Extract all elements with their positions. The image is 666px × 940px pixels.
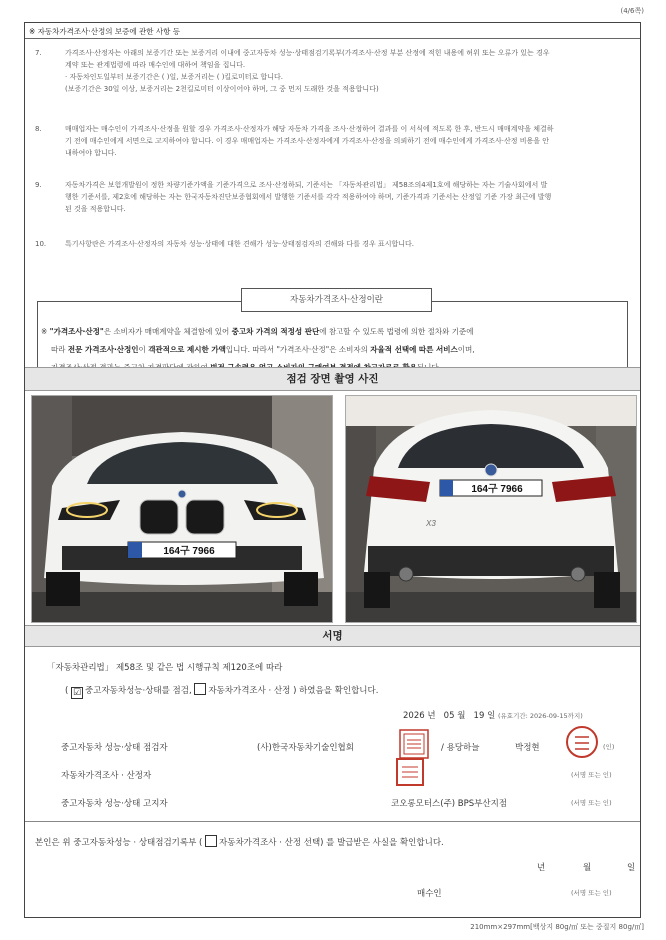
year: 2026 <box>403 711 425 721</box>
box-line-1 <box>41 323 617 341</box>
paren: ( <box>65 686 69 696</box>
notifier-role: 중고자동차 성능·상태 고지자 <box>61 799 168 809</box>
inspector-branch: / 용당하늘 <box>441 743 480 753</box>
receipt-confirmation <box>35 835 444 848</box>
valid-until: (유효기간: 2026-09-15까지) <box>497 712 583 720</box>
year-unit: 년 <box>427 711 436 721</box>
item-line: 자동차가격은 보험개발원이 정한 차량기준가액을 기준가격으로 조사·산정하되, 기준서는 「자동차관리법」 제58조의4제1호에 해당하는 자는 기술사회에서 발 <box>65 181 548 189</box>
document-frame <box>24 22 641 918</box>
box-text-part: 따라 <box>51 345 68 354</box>
box-text-part: 이 <box>138 345 149 354</box>
photo-section-title: 점검 장면 촬영 사진 <box>25 367 640 391</box>
receipt-year-unit: 년 <box>537 863 546 873</box>
buyer-label: 매수인 <box>417 889 442 899</box>
box-emphasis: 자율적 선택에 따른 서비스 <box>370 345 458 354</box>
rear-plate-text: 164구 7966 <box>471 484 523 495</box>
sign-date <box>403 709 583 721</box>
inspector-role: 중고자동차 성능·상태 점검자 <box>61 743 168 753</box>
note-mark: ※ <box>41 327 50 336</box>
box-emphasis: 객관적으로 제시한 가액 <box>148 345 226 354</box>
notice-item-8 <box>35 123 631 159</box>
front-car-image <box>32 396 332 622</box>
item-line: (보증기간은 30일 이상, 보증거리는 2천킬로미터 이상이어야 하며, 그 중 먼저 도래한 것을 적용합니다) <box>65 85 379 93</box>
divider <box>25 821 640 822</box>
front-plate-text: 164구 7966 <box>163 546 215 557</box>
box-text-part: 에 참고할 수 있도록 법령에 의한 절차와 기준에 <box>319 327 474 336</box>
rear-model-badge: X3 <box>426 519 436 528</box>
personal-seal <box>565 725 599 759</box>
law-reference: 「자동차관리법」 제58조 및 같은 법 시행규칙 제120조에 따라 <box>47 663 283 673</box>
divider <box>25 38 640 39</box>
price-surveyor-sign-label: (서명 또는 인) <box>571 771 612 779</box>
box-text-part: 입니다. 따라서 "가격조사·산정"은 소비자의 <box>225 345 371 354</box>
receipt-price-survey-checkbox[interactable] <box>205 835 217 847</box>
price-survey-box-title: 자동차가격조사·산정이란 <box>241 288 432 312</box>
item-number: 7. <box>35 49 42 57</box>
inspection-checkbox-label: 중고자동차성능·상태를 점검, <box>85 686 192 696</box>
price-surveyor-role: 자동차가격조사 · 산정자 <box>61 771 152 781</box>
item-number: 10. <box>35 240 47 248</box>
day-unit: 일 <box>487 711 496 721</box>
photo-rear <box>345 395 637 623</box>
box-emphasis: 중고차 가격의 적정성 판단 <box>231 327 320 336</box>
box-emphasis: 전문 가격조사·산정인 <box>67 345 139 354</box>
item-line: 특기사항란은 가격조사·산정자의 자동차 성능·상태에 대한 견해가 성능·상태점검자의 견해와 다를 경우 표시합니다. <box>65 240 414 248</box>
receipt-day-unit: 일 <box>627 863 636 873</box>
inspector-org: (사)한국자동차기술인협회 <box>257 743 354 753</box>
notice-item-7 <box>35 47 631 95</box>
item-line: 매매업자는 매수인이 가격조사·산정을 원할 경우 가격조사·산정자가 해당 자동차 가격을 조사·산정하여 결과를 이 서식에 적도록 한 후, 반드시 매매계약을 체결하 <box>65 125 554 133</box>
price-survey-checkbox[interactable] <box>194 683 206 695</box>
receipt-text: 본인은 위 중고자동차성능 · 상태점검기록부 ( <box>35 838 203 848</box>
notifier-sign-label: (서명 또는 인) <box>571 799 612 807</box>
buyer-sign-label: (서명 또는 인) <box>571 889 612 897</box>
receipt-month-unit: 월 <box>583 863 592 873</box>
notifier-org: 코오롱모터스(주) BPS부산지점 <box>391 799 508 809</box>
box-text-part: 은 소비자가 매매계약을 체결함에 있어 <box>103 327 232 336</box>
item-line: 된 것을 적용합니다. <box>65 205 126 213</box>
price-survey-checkbox-label: 자동차가격조사 · 산정 ) 하였음을 확인합니다. <box>208 686 379 696</box>
inspector-sign-label: (인) <box>603 743 615 751</box>
notice-item-9 <box>35 179 631 215</box>
signature-section-title: 서명 <box>25 625 640 647</box>
item-line: 행한 기준서를, 제2호에 해당하는 자는 한국자동차진단보증협회에서 발행한 기준서를 각각 적용하여야 하며, 기준가격과 기준서는 산정일 기준 가장 최근에 발행 <box>65 193 552 201</box>
association-seal <box>399 729 429 759</box>
item-number: 8. <box>35 125 42 133</box>
box-text-part: 이며, <box>457 345 475 354</box>
page-number: (4/6쪽) <box>620 7 644 15</box>
notice-header: ※ 자동차가격조사·산정의 보증에 관한 사항 등 <box>29 27 180 36</box>
photo-front <box>31 395 333 623</box>
item-line: 계약 또는 관계법령에 따라 매수인에 대하여 책임을 집니다. <box>65 61 246 69</box>
confirm-line <box>65 683 378 699</box>
item-line: · 자동차인도일부터 보증기간은 ( )일, 보증거리는 ( )킬로미터로 합니다. <box>65 73 283 81</box>
paper-spec-footer: 210mm×297mm[백상지 80g/㎡ 또는 중질지 80g/㎡] <box>470 923 644 931</box>
rear-car-image <box>346 396 636 622</box>
item-line: 가격조사·산정자는 아래의 보증기간 또는 보증거리 이내에 중고자동차 성능·상태점검기록부(가격조사·산정 부분 산정에 적힌 내용에 허위 또는 오류가 있는 경우 <box>65 49 550 57</box>
red-stamp <box>395 757 425 787</box>
receipt-text: 자동차가격조사 · 산정 선택) 를 발급받은 사실을 확인합니다. <box>219 838 444 848</box>
box-term: "가격조사·산정" <box>49 327 104 336</box>
box-line-2 <box>51 341 617 359</box>
inspector-name: 박정현 <box>515 743 540 753</box>
item-line: 내하여야 합니다. <box>65 149 117 157</box>
day: 19 <box>473 711 485 721</box>
notice-item-10 <box>35 238 631 250</box>
month: 05 <box>443 711 455 721</box>
item-number: 9. <box>35 181 42 189</box>
month-unit: 월 <box>457 711 466 721</box>
item-line: 기 전에 매수인에게 서면으로 고지하여야 합니다. 이 경우 매매업자는 가격조사·산정자에게 가격조사·산정을 의뢰하기 전에 매수인에게 가격조사·산정 비용을 안 <box>65 137 550 145</box>
inspection-checkbox[interactable]: ☑ <box>72 688 82 698</box>
